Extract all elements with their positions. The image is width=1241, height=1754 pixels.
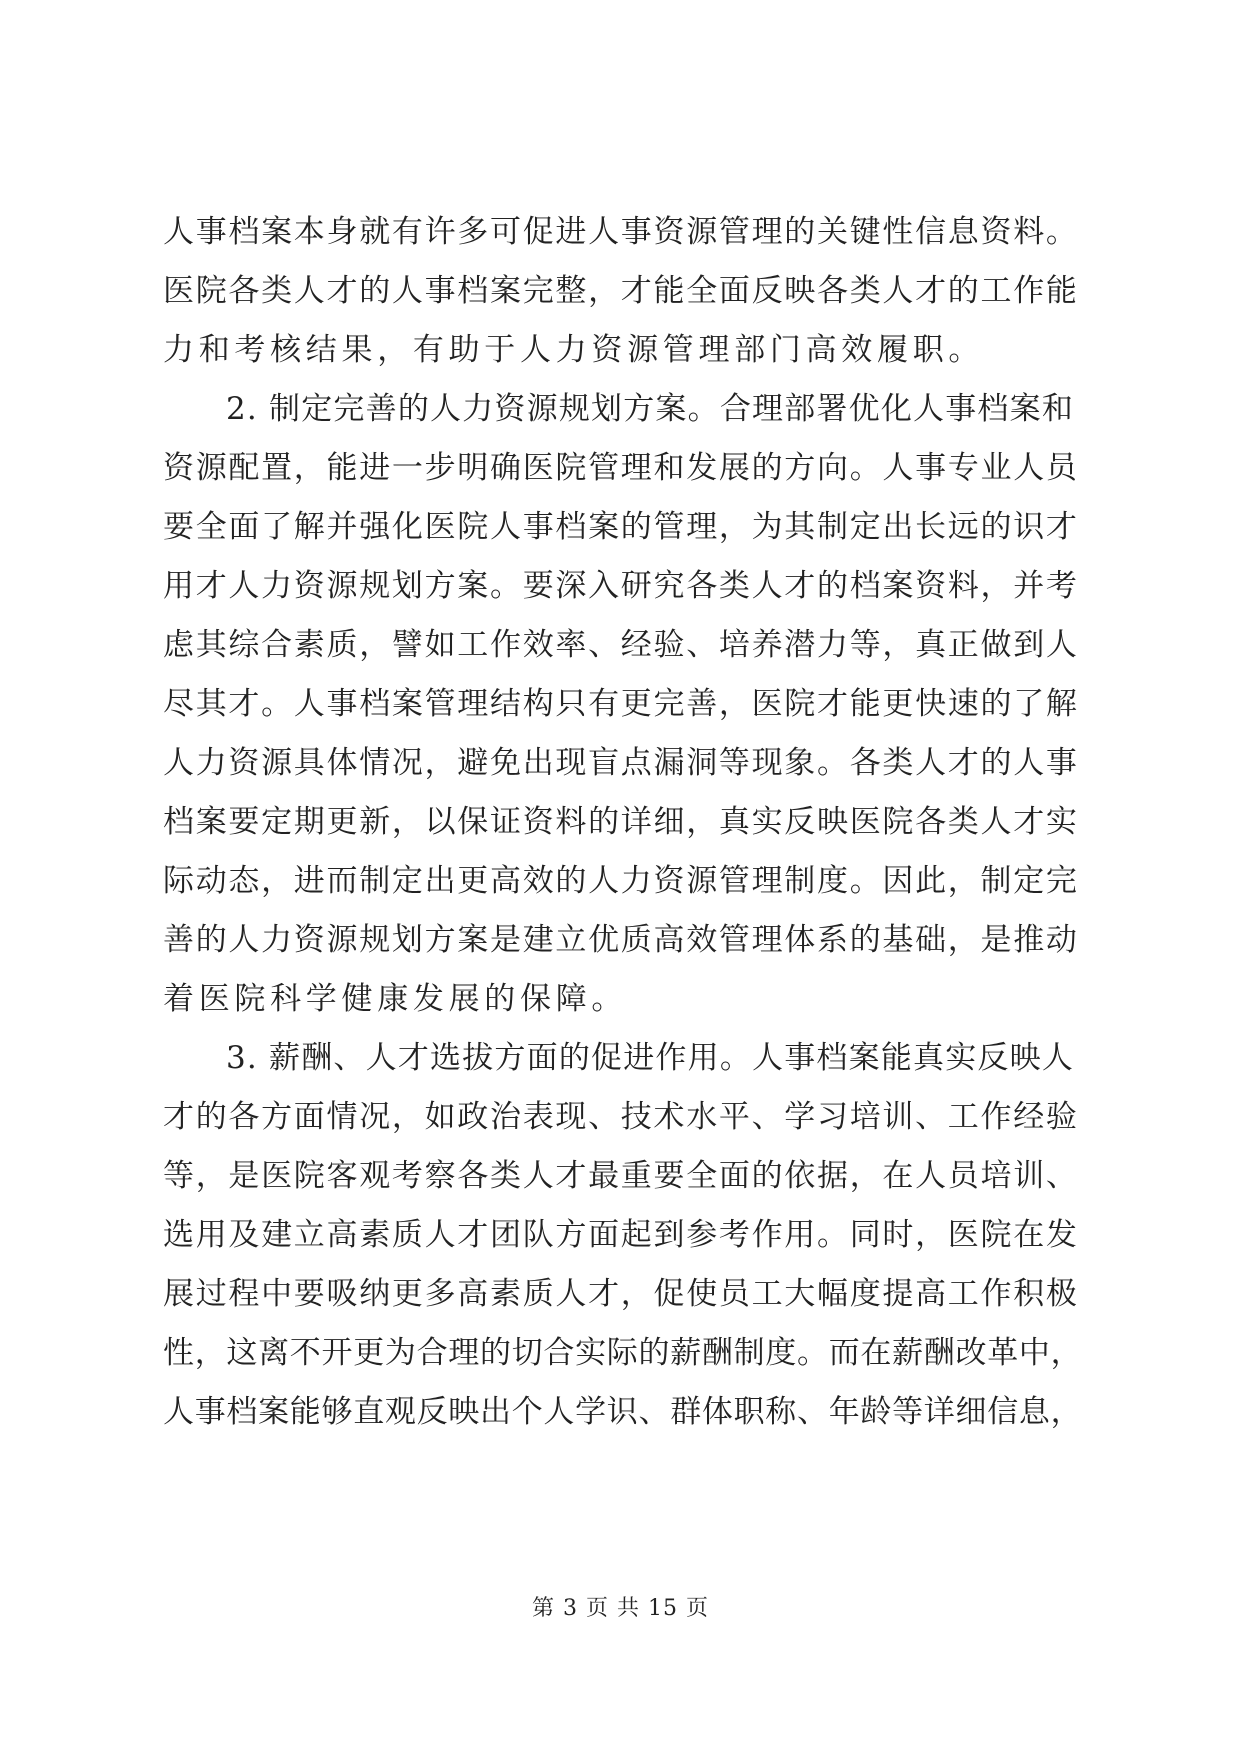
text-line-10: 人力资源具体情况，避免出现盲点漏洞等现象。各类人才的人事 bbox=[163, 745, 1079, 781]
text-line-19: 展过程中要吸纳更多高素质人才，促使员工大幅度提高工作积极 bbox=[163, 1276, 1079, 1312]
text-line-18: 选用及建立高素质人才团队方面起到参考作用。同时，医院在发 bbox=[163, 1217, 1079, 1253]
text-line-4: 2. 制定完善的人力资源规划方案。合理部署优化人事档案和 bbox=[226, 391, 1075, 427]
text-line-9: 尽其才。人事档案管理结构只有更完善，医院才能更快速的了解 bbox=[163, 686, 1079, 722]
text-line-7: 用才人力资源规划方案。要深入研究各类人才的档案资料，并考 bbox=[163, 568, 1079, 604]
text-line-3: 力和考核结果，有助于人力资源管理部门高效履职。 bbox=[163, 332, 985, 368]
text-line-17: 等，是医院客观考察各类人才最重要全面的依据，在人员培训、 bbox=[163, 1158, 1079, 1194]
text-line-20: 性，这离不开更为合理的切合实际的薪酬制度。而在薪酬改革中， bbox=[163, 1335, 1083, 1371]
text-line-6: 要全面了解并强化医院人事档案的管理，为其制定出长远的识才 bbox=[163, 509, 1079, 545]
text-line-21: 人事档案能够直观反映出个人学识、群体职称、年龄等详细信息， bbox=[163, 1394, 1083, 1430]
text-line-15: 3. 薪酬、人才选拔方面的促进作用。人事档案能真实反映人 bbox=[226, 1040, 1075, 1076]
text-line-2: 医院各类人才的人事档案完整，才能全面反映各类人才的工作能 bbox=[163, 273, 1079, 309]
text-line-14: 着医院科学健康发展的保障。 bbox=[163, 981, 628, 1017]
text-line-5: 资源配置，能进一步明确医院管理和发展的方向。人事专业人员 bbox=[163, 450, 1079, 486]
text-line-8: 虑其综合素质，譬如工作效率、经验、培养潜力等，真正做到人 bbox=[163, 627, 1079, 663]
text-line-13: 善的人力资源规划方案是建立优质高效管理体系的基础，是推动 bbox=[163, 922, 1079, 958]
text-line-11: 档案要定期更新，以保证资料的详细，真实反映医院各类人才实 bbox=[163, 804, 1079, 840]
page-number-footer: 第 3 页 共 15 页 bbox=[532, 1596, 709, 1621]
text-line-1: 人事档案本身就有许多可促进人事资源管理的关键性信息资料。 bbox=[163, 214, 1079, 250]
text-line-16: 才的各方面情况，如政治表现、技术水平、学习培训、工作经验 bbox=[163, 1099, 1079, 1135]
text-line-12: 际动态，进而制定出更高效的人力资源管理制度。因此，制定完 bbox=[163, 863, 1079, 899]
